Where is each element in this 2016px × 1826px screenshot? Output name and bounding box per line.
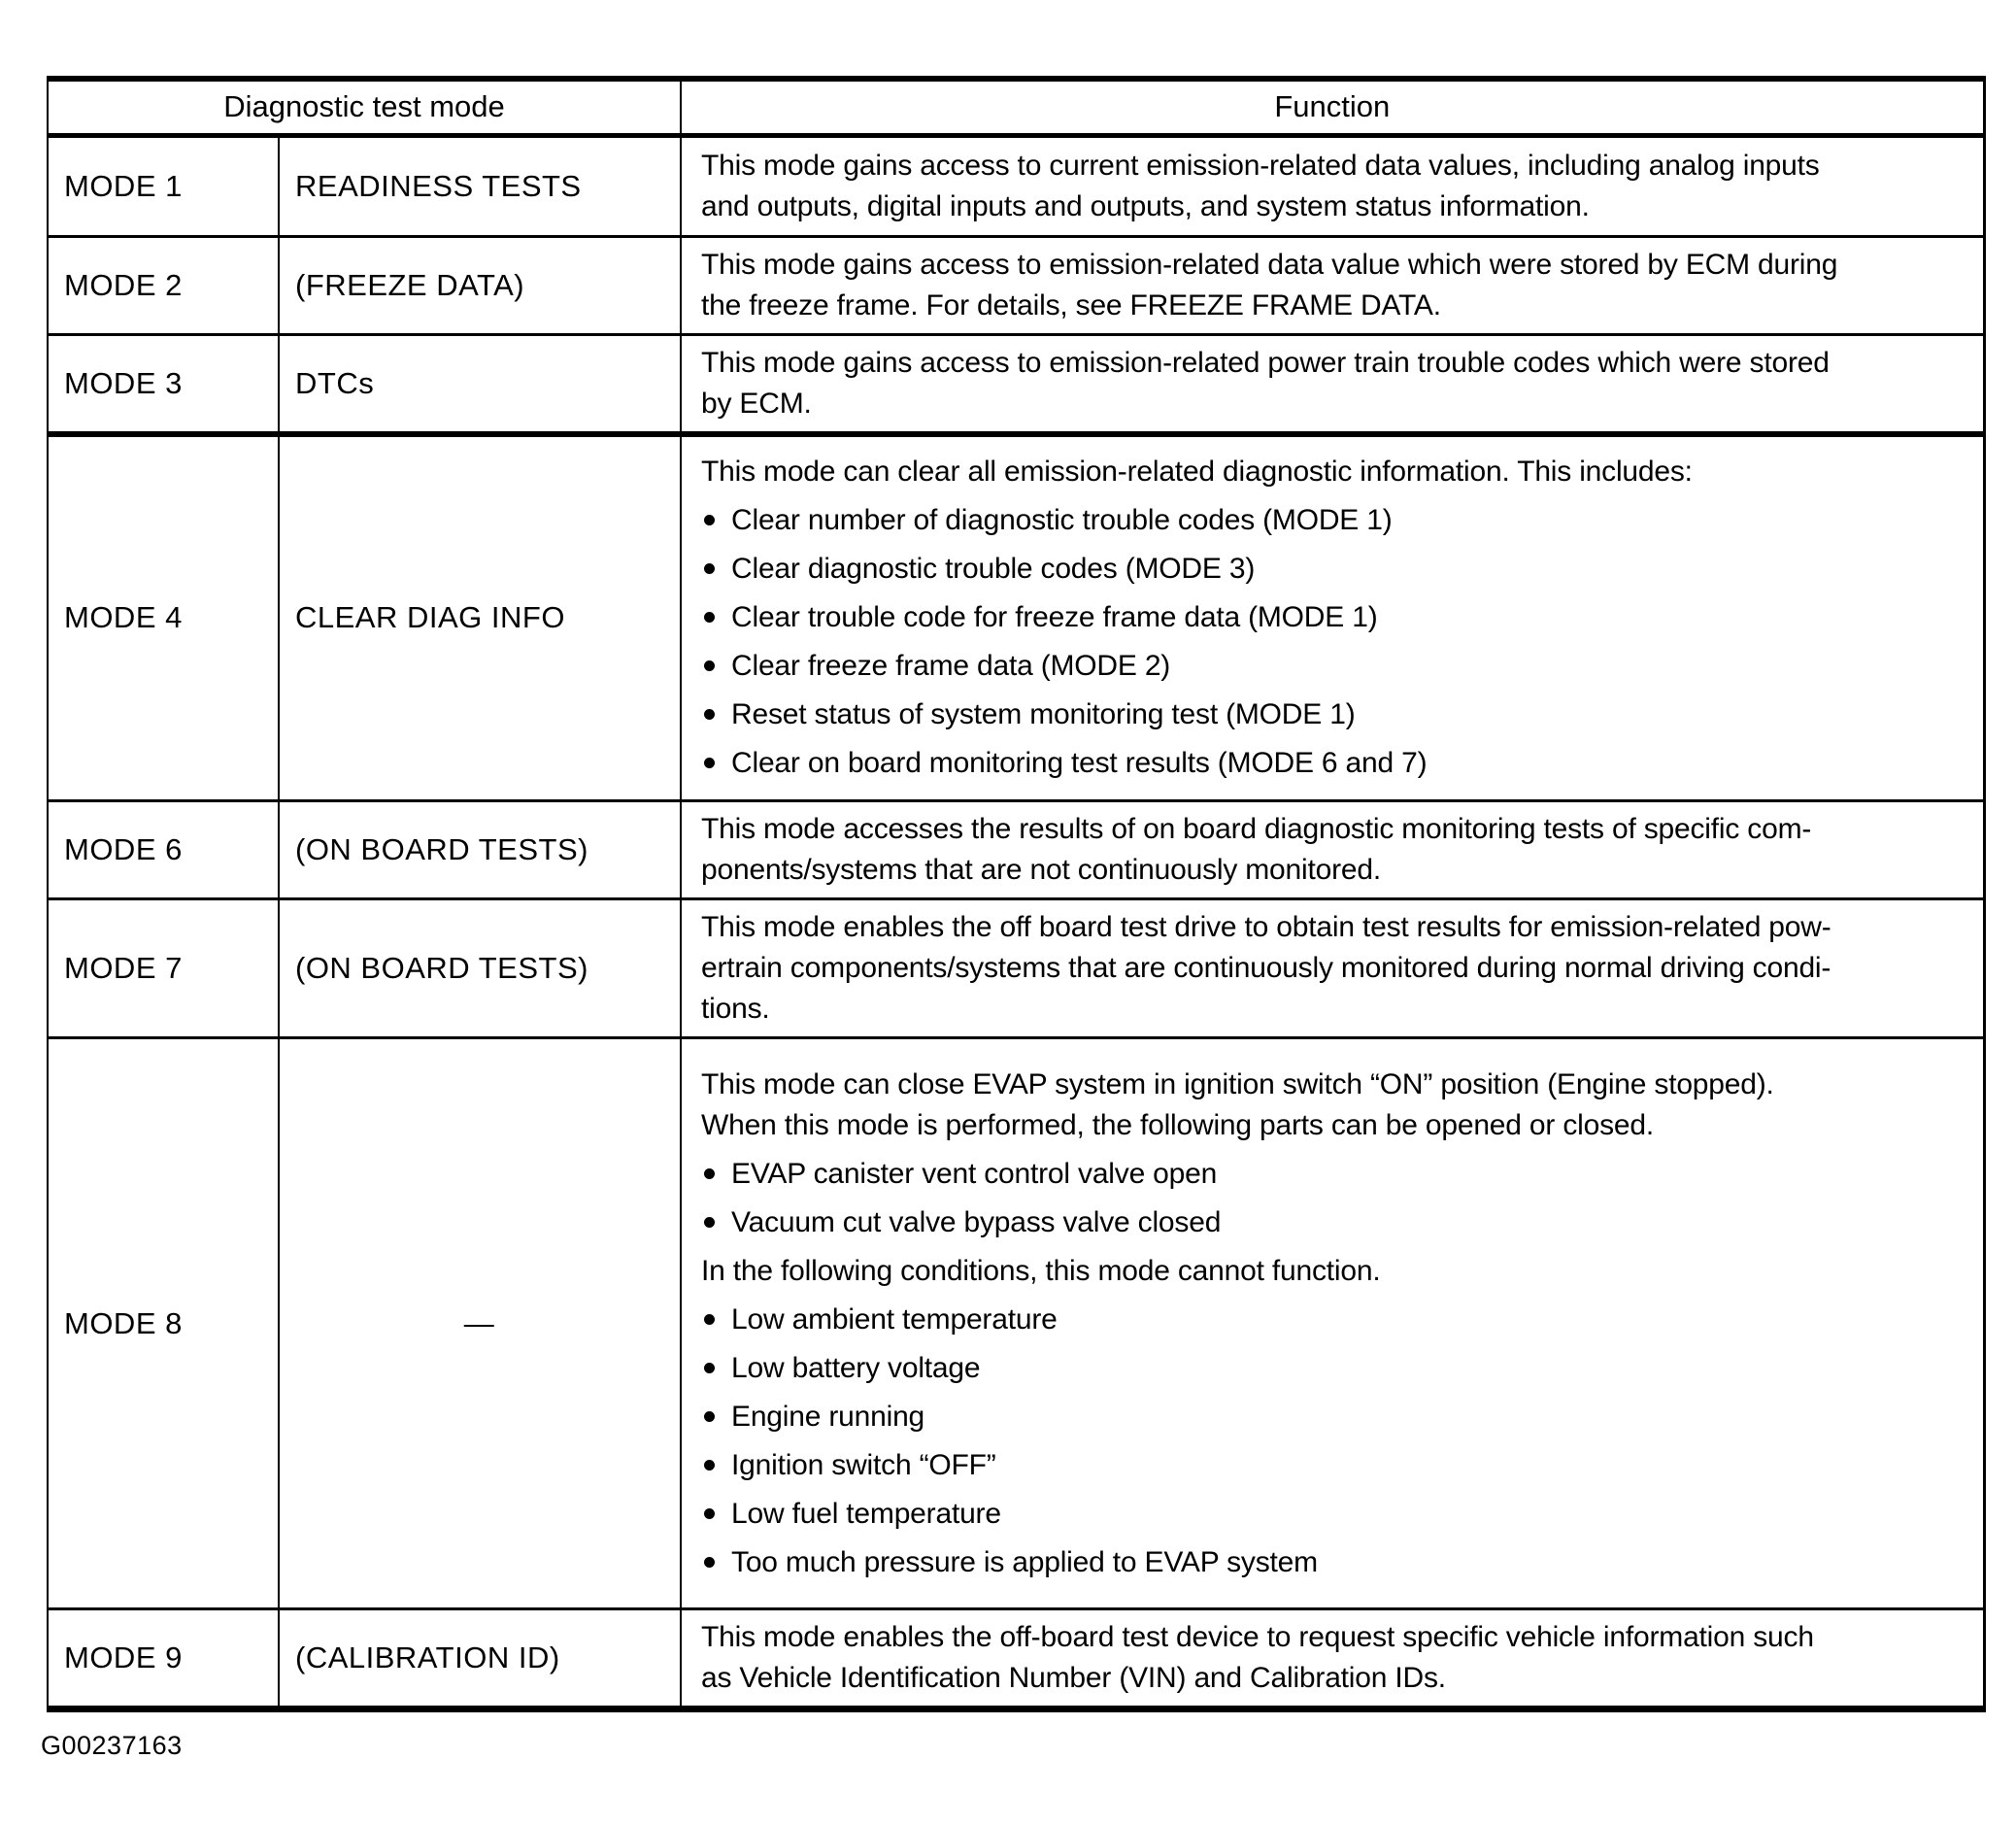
bullet-icon — [704, 563, 715, 574]
text-line: ponents/systems that are not continuously monitored. — [701, 854, 1382, 886]
mode-cell: MODE 7 — [48, 899, 279, 1038]
text-line: ertrain components/systems that are continuously monitored during normal driving condi- — [701, 952, 1831, 984]
bullet-item — [701, 691, 1973, 739]
header-diagnostic-test-mode: Diagnostic test mode — [48, 79, 681, 135]
table-header-row — [48, 79, 1984, 135]
test-name-cell: (ON BOARD TESTS) — [279, 801, 681, 899]
function-cell — [681, 434, 1984, 801]
bullet-text: Vacuum cut valve bypass valve closed — [731, 1205, 1222, 1238]
text-line: This mode gains access to emission-related power train trouble codes which were stored — [701, 346, 1830, 379]
bullet-text: Clear freeze frame data (MODE 2) — [731, 650, 1171, 683]
function-paragraph: This mode can clear all emission-related diagnostic information. This includes: — [701, 456, 1693, 489]
table-row — [48, 801, 1984, 899]
function-paragraph — [701, 339, 1973, 428]
table-row — [48, 1038, 1984, 1609]
bullet-text: Too much pressure is applied to EVAP system — [731, 1545, 1318, 1578]
function-paragraph — [701, 142, 1973, 231]
text-line: This mode gains access to current emission-related data values, including analog inputs — [701, 149, 1820, 182]
bullet-item — [701, 642, 1973, 691]
text-line: This mode enables the off board test drive to obtain test results for emission-related pow- — [701, 911, 1831, 943]
text-line: the freeze frame. For details, see FREEZE FRAME DATA. — [701, 288, 1441, 321]
function-cell — [681, 334, 1984, 434]
function-paragraph — [701, 805, 1973, 895]
table-row — [48, 135, 1984, 236]
bullet-text: Engine running — [731, 1400, 925, 1433]
bullet-icon — [704, 758, 715, 768]
bullet-text: Low battery voltage — [731, 1351, 981, 1384]
mode-cell: MODE 4 — [48, 434, 279, 801]
bullet-item — [701, 1490, 1973, 1539]
bullet-icon — [704, 515, 715, 525]
test-name-cell: (ON BOARD TESTS) — [279, 899, 681, 1038]
test-name-cell: CLEAR DIAG INFO — [279, 434, 681, 801]
test-name-cell: (CALIBRATION ID) — [279, 1609, 681, 1709]
bullet-text: Ignition switch “OFF” — [731, 1448, 996, 1481]
bullet-icon — [704, 1363, 715, 1373]
bullet-item — [701, 1199, 1973, 1247]
function-cell — [681, 1038, 1984, 1609]
test-name-cell: (FREEZE DATA) — [279, 236, 681, 334]
function-cell — [681, 801, 1984, 899]
bullet-item — [701, 496, 1973, 545]
bullet-item — [701, 593, 1973, 642]
bullet-icon — [704, 709, 715, 720]
test-name-cell: DTCs — [279, 334, 681, 434]
function-cell — [681, 236, 1984, 334]
mode-cell: MODE 8 — [48, 1038, 279, 1609]
bullet-icon — [704, 1411, 715, 1422]
bullet-item — [701, 1296, 1973, 1344]
table-row — [48, 434, 1984, 801]
table-row — [48, 334, 1984, 434]
table-row — [48, 1609, 1984, 1709]
bullet-item — [701, 545, 1973, 593]
function-paragraph — [701, 903, 1973, 1033]
function-paragraph — [701, 241, 1973, 330]
function-cell — [681, 899, 1984, 1038]
text-line: This mode gains access to emission-related data value which were stored by ECM during — [701, 248, 1838, 281]
text-line: This mode accesses the results of on board diagnostic monitoring tests of specific com- — [701, 813, 1812, 845]
bullet-icon — [704, 1460, 715, 1471]
mode-cell: MODE 9 — [48, 1609, 279, 1709]
bullet-item — [701, 1393, 1973, 1441]
bullet-item — [701, 739, 1973, 788]
bullet-text: Reset status of system monitoring test (MODE 1) — [731, 698, 1356, 731]
text-line: This mode can close EVAP system in ignition switch “ON” position (Engine stopped). — [701, 1067, 1774, 1100]
function-cell — [681, 1609, 1984, 1709]
bullet-icon — [704, 1168, 715, 1179]
text-line: tions. — [701, 993, 770, 1025]
bullet-text: Clear on board monitoring test results (MODE 6 and 7) — [731, 747, 1428, 780]
bullet-icon — [704, 612, 715, 623]
text-line: and outputs, digital inputs and outputs, and system status information. — [701, 189, 1590, 222]
bullet-icon — [704, 1557, 715, 1568]
function-paragraph — [701, 1613, 1973, 1703]
mode-cell: MODE 2 — [48, 236, 279, 334]
bullet-text: EVAP canister vent control valve open — [731, 1157, 1218, 1190]
function-paragraph — [701, 1061, 1973, 1150]
function-cell — [681, 135, 1984, 236]
bullet-icon — [704, 1508, 715, 1519]
test-name-cell: — — [279, 1038, 681, 1609]
bullet-text: Low fuel temperature — [731, 1497, 1001, 1530]
text-line: This mode enables the off-board test device to request specific vehicle information such — [701, 1621, 1814, 1653]
bullet-icon — [704, 1217, 715, 1228]
bullet-item — [701, 1150, 1973, 1199]
bullet-text: Clear diagnostic trouble codes (MODE 3) — [731, 553, 1256, 586]
text-line: by ECM. — [701, 387, 812, 420]
bullet-text: Clear trouble code for freeze frame data (MODE 1) — [731, 601, 1378, 634]
bullet-text: Clear number of diagnostic trouble codes (MODE 1) — [731, 504, 1393, 537]
bullet-item — [701, 1344, 1973, 1393]
text-line: as Vehicle Identification Number (VIN) and Calibration IDs. — [701, 1662, 1446, 1694]
text-line: When this mode is performed, the following parts can be opened or closed. — [701, 1108, 1654, 1141]
figure-id: G00237163 — [41, 1731, 183, 1760]
test-name-cell: READINESS TESTS — [279, 135, 681, 236]
bullet-item — [701, 1441, 1973, 1490]
function-paragraph: In the following conditions, this mode cannot function. — [701, 1254, 1381, 1287]
table-row — [48, 899, 1984, 1038]
mode-cell: MODE 3 — [48, 334, 279, 434]
mode-cell: MODE 6 — [48, 801, 279, 899]
bullet-text: Low ambient temperature — [731, 1302, 1058, 1336]
bullet-icon — [704, 1314, 715, 1325]
header-function: Function — [681, 79, 1984, 135]
bullet-item — [701, 1539, 1973, 1587]
mode-cell: MODE 1 — [48, 135, 279, 236]
bullet-icon — [704, 660, 715, 671]
diagnostic-test-mode-table — [47, 76, 1986, 1712]
table-row — [48, 236, 1984, 334]
